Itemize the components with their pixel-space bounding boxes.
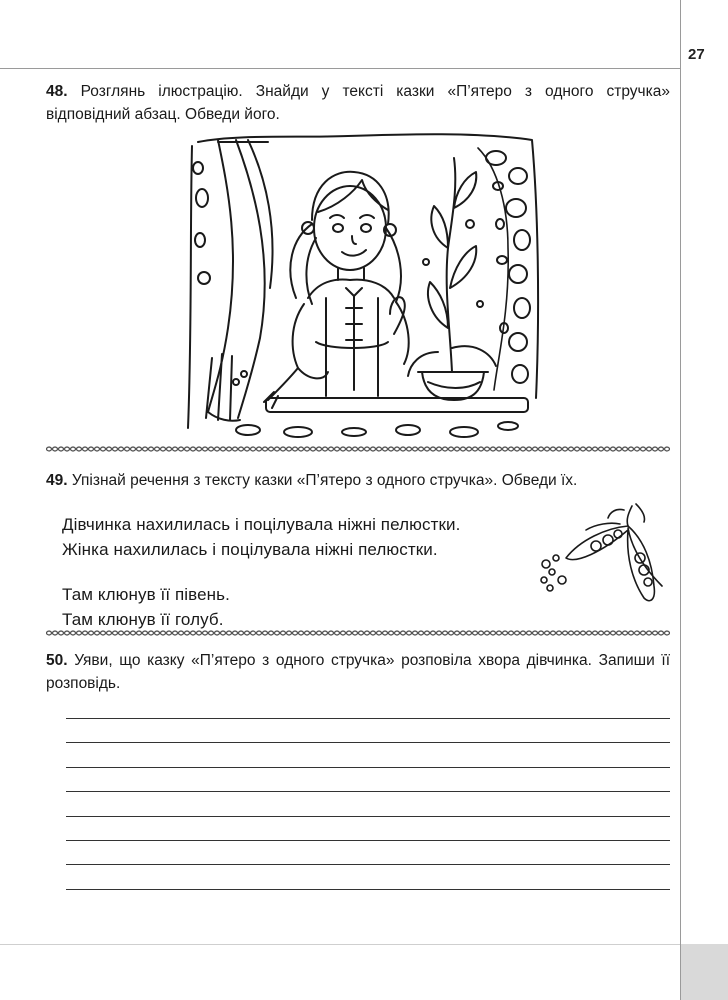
task-50 xyxy=(46,649,670,695)
sentence-option[interactable]: Жінка нахилилась і поцілувала ніжні пелюстки. xyxy=(62,540,438,559)
section-divider xyxy=(46,629,670,637)
margin-rule xyxy=(680,0,681,1000)
writing-line[interactable] xyxy=(66,791,670,792)
sentence-list xyxy=(62,512,542,632)
header-rule xyxy=(0,68,680,69)
sentence-option[interactable]: Там клюнув її півень. xyxy=(62,585,230,604)
footer-rule xyxy=(0,944,680,945)
task-50-number: 50. xyxy=(46,652,68,669)
girl-at-window-illustration xyxy=(178,128,546,446)
page-corner-tab xyxy=(681,944,728,1000)
task-49-number: 49. xyxy=(46,472,68,489)
pea-pod-illustration xyxy=(536,500,674,608)
page-number: 27 xyxy=(688,46,705,63)
sentence-option[interactable]: Там клюнув її голуб. xyxy=(62,610,224,629)
writing-line[interactable] xyxy=(66,718,670,719)
section-divider xyxy=(46,445,670,453)
writing-line[interactable] xyxy=(66,840,670,841)
task-48-number: 48. xyxy=(46,83,68,100)
task-49 xyxy=(46,469,670,492)
task-48-instruction: Розглянь ілюстрацію. Знайди у тексті казки «П’ятеро з одного стручка» відповідний абзац. Обведи його. xyxy=(46,83,670,123)
writing-line[interactable] xyxy=(66,742,670,743)
writing-line[interactable] xyxy=(66,889,670,890)
writing-line[interactable] xyxy=(66,816,670,817)
writing-line[interactable] xyxy=(66,864,670,865)
task-50-instruction: Уяви, що казку «П’ятеро з одного стручка» розповіла хвора дівчинка. Запиши її розповідь. xyxy=(46,652,670,692)
task-49-instruction: Упізнай речення з тексту казки «П’ятеро з одного стручка». Обведи їх. xyxy=(71,472,578,489)
writing-line[interactable] xyxy=(66,767,670,768)
sentence-option[interactable]: Дівчинка нахилилась і поцілувала ніжні пелюстки. xyxy=(62,515,461,534)
task-48 xyxy=(46,80,670,126)
